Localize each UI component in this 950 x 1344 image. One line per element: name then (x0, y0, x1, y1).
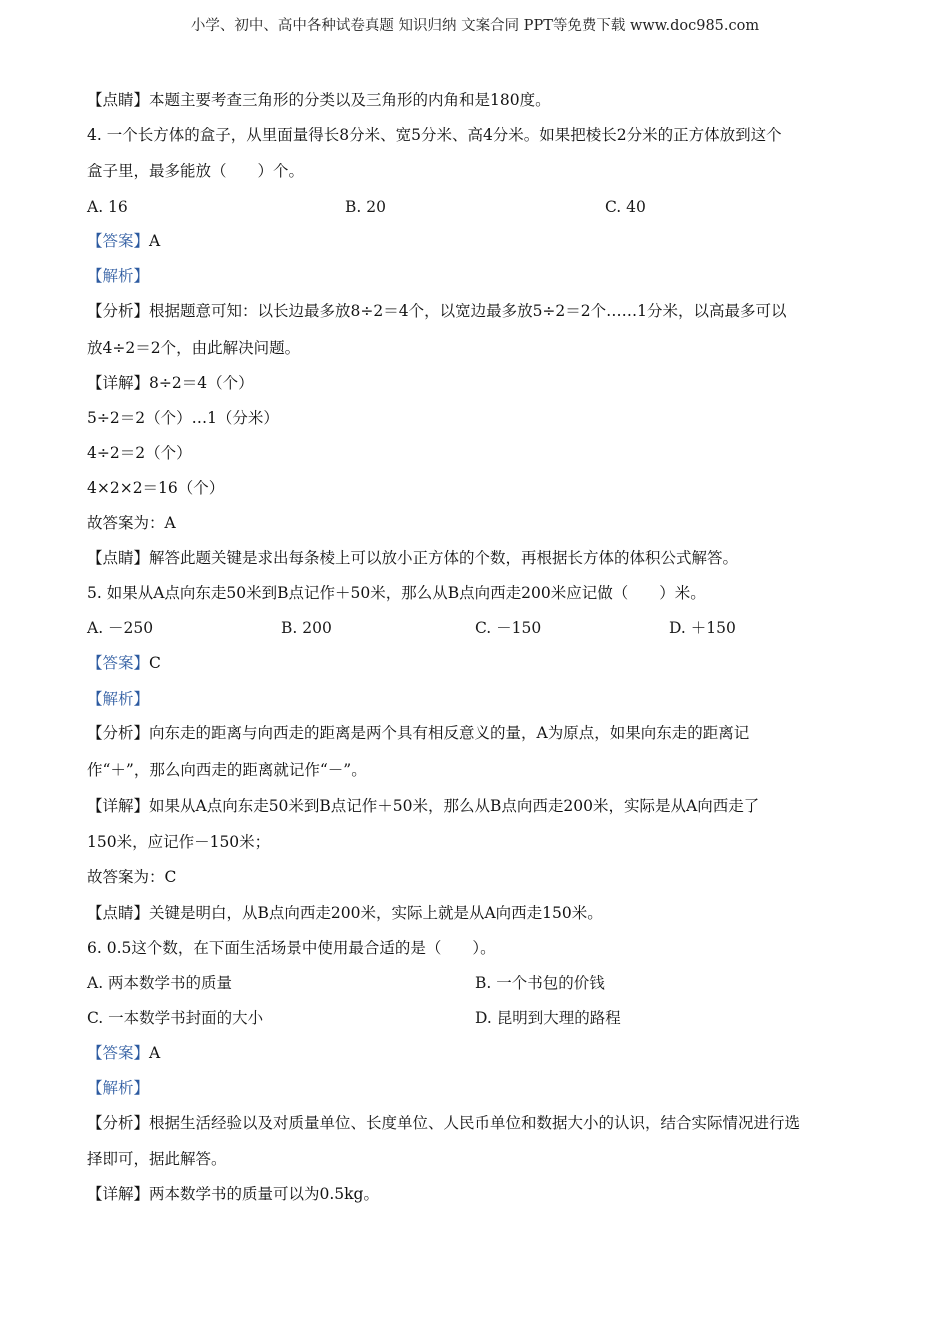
analysis-line-cont: 作“＋”，那么向西走的距离就记作“－”。 (87, 761, 367, 779)
page-header-banner: 小学、初中、高中各种试卷真题 知识归纳 文案合同 PPT等免费下载 www.doc985.com (190, 18, 760, 34)
remark-line: 【点睛】解答此题关键是求出每条棱上可以放小正方体的个数，再根据长方体的体积公式解答。 (87, 549, 739, 567)
q4-option-c: C. 40 (605, 198, 646, 216)
question-5-stem: 5. 如果从A点向东走50米到B点记作＋50米，那么从B点向西走200米应记做（ ）米。 (87, 584, 706, 602)
detail-line: 4÷2＝2（个） (87, 444, 192, 462)
q4-answer (87, 231, 160, 251)
q5-option-d: D. ＋150 (669, 619, 736, 637)
answer-value: A (149, 1044, 161, 1062)
question-4-stem-cont: 盒子里，最多能放（ ）个。 (87, 162, 305, 180)
q5-option-c: C. －150 (475, 619, 542, 637)
analysis-line-cont: 放4÷2＝2个，由此解决问题。 (87, 339, 301, 357)
question-4-stem: 4. 一个长方体的盒子，从里面量得长8分米、宽5分米、高4分米。如果把棱长2分米的正方体放到这个 (87, 126, 782, 144)
detail-line: 4×2×2＝16（个） (87, 479, 225, 497)
question-6-stem: 6. 0.5这个数，在下面生活场景中使用最合适的是（ ）。 (87, 939, 496, 957)
answer-value: C (149, 654, 161, 672)
answer-label: 【答案】 (87, 232, 150, 250)
detail-line: 【详解】8÷2＝4（个） (87, 374, 254, 392)
detail-line: 【详解】两本数学书的质量可以为0.5kg。 (87, 1185, 379, 1203)
answer-value: A (149, 232, 161, 250)
detail-line-cont: 150米，应记作－150米； (87, 833, 271, 851)
q6-option-a: A. 两本数学书的质量 (87, 974, 233, 992)
q5-option-a: A. －250 (87, 619, 154, 637)
q4-analysis-label: 【解析】 (87, 267, 150, 285)
q5-option-b: B. 200 (281, 619, 332, 637)
q6-option-c: C. 一本数学书封面的大小 (87, 1009, 264, 1027)
conclusion-line: 故答案为：C (87, 868, 177, 886)
analysis-line-cont: 择即可，据此解答。 (87, 1150, 227, 1168)
q5-analysis-label: 【解析】 (87, 690, 150, 708)
remark-line: 【点睛】本题主要考查三角形的分类以及三角形的内角和是180度。 (87, 91, 551, 109)
analysis-line: 【分析】向东走的距离与向西走的距离是两个具有相反意义的量，A为原点，如果向东走的距离记 (87, 724, 750, 742)
q4-option-b: B. 20 (345, 198, 386, 216)
detail-line: 5÷2＝2（个）…1（分米） (87, 409, 279, 427)
q5-answer (87, 653, 161, 673)
remark-line: 【点睛】关键是明白，从B点向西走200米，实际上就是从A向西走150米。 (87, 904, 603, 922)
q6-answer (87, 1043, 160, 1063)
q6-option-b: B. 一个书包的价钱 (475, 974, 605, 992)
q4-option-a: A. 16 (87, 198, 128, 216)
conclusion-line: 故答案为：A (87, 514, 176, 532)
q6-analysis-label: 【解析】 (87, 1079, 150, 1097)
analysis-line: 【分析】根据生活经验以及对质量单位、长度单位、人民币单位和数据大小的认识，结合实际情况进行选 (87, 1114, 801, 1132)
answer-label: 【答案】 (87, 1044, 150, 1062)
detail-line: 【详解】如果从A点向东走50米到B点记作＋50米，那么从B点向西走200米，实际是从A向西走了 (87, 797, 760, 815)
answer-label: 【答案】 (87, 654, 150, 672)
analysis-line: 【分析】根据题意可知：以长边最多放8÷2＝4个，以宽边最多放5÷2＝2个……1分米，以高最多可以 (87, 302, 787, 320)
q6-option-d: D. 昆明到大理的路程 (475, 1009, 621, 1027)
